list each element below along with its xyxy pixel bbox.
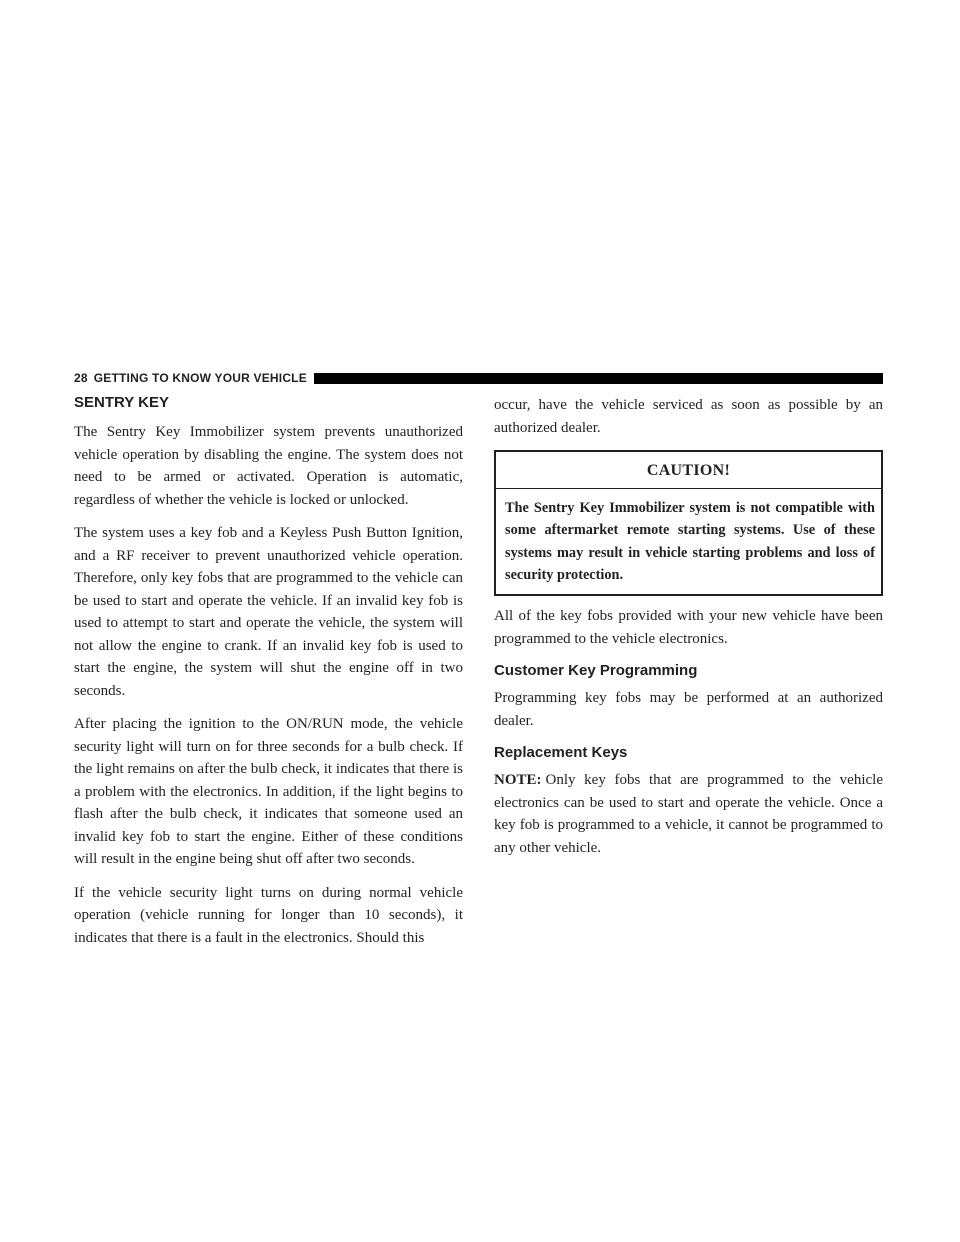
caution-box [494, 450, 883, 596]
note-text: Only key fobs that are programmed to the vehicle electronics can be used to start and operate the vehicle. Once a key fob is programmed to a vehicle, it cannot be programmed to any other vehicle. [494, 772, 883, 856]
caution-title: CAUTION! [496, 452, 881, 489]
sentry-key-paragraph-1: The Sentry Key Immobilizer system prevents unauthorized vehicle operation by disabling the engine. The system does not need to be armed or activated. Operation is automatic, regardless of whether the vehicle is locked or unlocked. [74, 424, 463, 508]
replacement-keys-note [494, 769, 883, 859]
sentry-key-paragraph-4-continued: occur, have the vehicle serviced as soon as possible by an authorized dealer. [494, 397, 883, 436]
key-fobs-programmed-paragraph: All of the key fobs provided with your new vehicle have been programmed to the vehicle electronics. [494, 608, 883, 647]
page-number: 28 [74, 371, 88, 385]
page-header [74, 370, 883, 386]
customer-key-programming-text: Programming key fobs may be performed at an authorized dealer. [494, 690, 883, 729]
section-title: GETTING TO KNOW YOUR VEHICLE [93, 371, 307, 385]
sentry-key-heading: SENTRY KEY [74, 394, 170, 411]
replacement-keys-heading: Replacement Keys [494, 744, 628, 762]
sentry-key-paragraph-2: The system uses a key fob and a Keyless Push Button Ignition, and a RF receiver to prevent unauthorized vehicle operation. Therefore, only key fobs that are programmed to the vehicle can be used to start and operate the vehicle. If an invalid key fob is used to attempt to start and operate the vehicle, the system will not allow the engine to crank. If an invalid key fob is used to start the engine, the system will shut the engine off in two seconds. [74, 525, 463, 699]
caution-body: The Sentry Key Immobilizer system is not compatible with some aftermarket remote starting systems. Use of these systems may result in vehicle starting problems and loss of security protection. [505, 500, 875, 583]
note-label: NOTE: [494, 772, 542, 789]
left-column [74, 394, 463, 960]
header-rule [314, 373, 883, 384]
right-column [494, 394, 883, 870]
sentry-key-paragraph-4: If the vehicle security light turns on during normal vehicle operation (vehicle running for longer than 10 seconds), it indicates that there is a fault in the electronics. Should this [74, 884, 463, 946]
sentry-key-paragraph-3: After placing the ignition to the ON/RUN mode, the vehicle security light will turn on for three seconds for a bulb check. If the light remains on after the bulb check, it indicates that there is a problem with the electronics. In addition, if the light begins to flash after the bulb check, it indicates that someone used an invalid key fob to start the engine. Either of these conditions will result in the engine being shut off after two seconds. [74, 716, 463, 867]
customer-key-programming-heading: Customer Key Programming [494, 662, 698, 680]
